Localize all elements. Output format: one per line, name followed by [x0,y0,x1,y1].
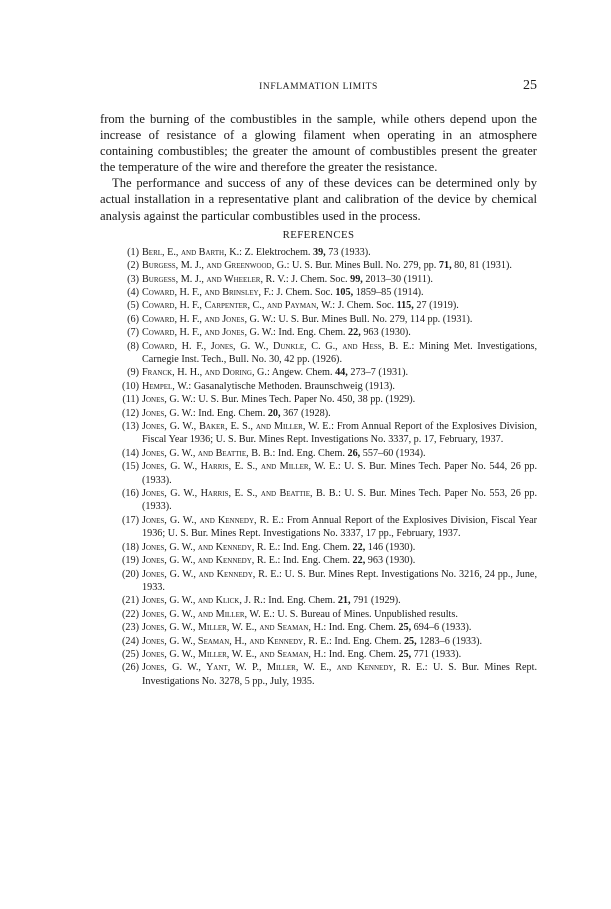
reference-item [100,407,537,420]
reference-authors: Jones, G. W., and Klick, J. R.: [142,595,266,607]
reference-number: (24) [122,635,139,647]
reference-volume: 22, [352,555,366,567]
reference-item [100,393,537,406]
reference-authors: Coward, H. F., and Brinsley, F.: [142,286,274,298]
reference-text: U. S. Bur. Mines Tech. Paper No. 450, 38 pp. (1929). [195,394,416,406]
reference-item [100,259,537,272]
reference-text: 27 (1919). [413,300,459,312]
reference-text: 963 (1930). [360,327,411,339]
reference-item [100,661,537,688]
reference-volume: 99, [350,273,363,285]
reference-text: Mining Met. Investigations, Carnegie Inst. Tech., Bull. No. 30, 42 pp. (1926). [142,340,537,365]
reference-text: 80, 81 (1931). [451,260,512,272]
reference-text: 367 (1928). [280,407,331,419]
reference-authors: Coward, H. F., and Jones, G. W.: [142,327,276,339]
reference-authors: Coward, H. F., and Jones, G. W.: [142,313,276,325]
reference-authors: Jones, G. W., and Beattie, B. B.: [142,447,276,459]
reference-number: (4) [127,286,139,298]
reference-number: (18) [122,541,139,553]
reference-volume: 39, [312,246,326,258]
reference-volume: 115, [396,300,414,312]
reference-item [100,313,537,326]
body-text [100,111,537,688]
reference-authors: Jones, G. W., and Kennedy, R. E.: [142,568,282,580]
reference-text: 963 (1930). [365,555,416,567]
reference-text: 557–60 (1934). [360,447,426,459]
reference-text: Ind. Eng. Chem. [326,648,399,660]
reference-authors: Berl, E., and Barth, K.: [142,246,242,258]
reference-text: 273–7 (1931). [347,367,409,379]
reference-number: (8) [127,340,139,352]
running-title: INFLAMMATION LIMITS [259,82,378,92]
reference-volume: 25, [398,622,412,634]
page-number: 25 [523,78,537,93]
reference-number: (13) [122,421,139,433]
reference-item [100,568,537,595]
reference-text: U. S. Bur. Mines Tech. Paper No. 544, 26 pp. (1933). [142,461,537,486]
reference-text: From Annual Report of the Explosives Division, Fiscal Year 1936; U. S. Bur. Mines Rept. Investigations No. 3337, p. 17, February, 1937. [142,421,537,446]
reference-text: U. S. Bur. Mines Rept. Investigations No. 3278, 5 pp., July, 1935. [142,662,538,687]
reference-authors: Jones, G. W., Harris, E. S., and Miller, W. E.: [142,461,341,473]
reference-item [100,366,537,379]
reference-number: (11) [122,394,139,406]
reference-item [100,594,537,607]
reference-volume: 105, [335,286,354,298]
references-heading: REFERENCES [282,228,355,241]
reference-authors: Burgess, M. J., and Wheeler, R. V.: [142,273,289,285]
reference-authors: Jones, G. W., and Kennedy, R. E.: [142,514,284,526]
reference-volume: 25, [403,635,417,647]
reference-authors: Jones, G. W., and Kennedy, R. E.: [142,541,281,553]
reference-authors: Jones, G. W.: [142,394,196,406]
reference-number: (16) [122,488,139,500]
reference-text: U. S. Bureau of Mines. Unpublished results. [274,608,458,620]
reference-authors: Jones, G. W., Seaman, H., and Kennedy, R. E.: [142,635,332,647]
reference-number: (21) [122,595,139,607]
reference-authors: Franck, H. H., and Doring, G.: [142,367,270,379]
reference-text: 791 (1929). [350,595,401,607]
reference-text: J. Chem. Soc. [335,300,397,312]
reference-text: U. S. Bur. Mines Bull. No. 279, 114 pp. (1931). [275,313,473,325]
reference-number: (25) [122,648,139,660]
reference-text: Ind. Eng. Chem. [280,555,353,567]
reference-item [100,286,537,299]
reference-text: Z. Elektrochem. [241,246,313,258]
reference-item [100,299,537,312]
reference-item [100,246,537,259]
reference-authors: Burgess, M. J., and Greenwood, G.: [142,260,290,272]
reference-item [100,326,537,339]
reference-volume: 26, [347,447,361,459]
reference-number: (1) [127,246,139,258]
reference-authors: Coward, H. F., Jones, G. W., Dunkle, C. G., and Hess, B. E.: [142,340,415,352]
reference-number: (2) [127,260,139,272]
reference-text: 73 (1933). [325,246,371,258]
reference-number: (26) [122,662,139,674]
reference-item [100,621,537,634]
reference-volume: 71, [438,260,452,272]
reference-item [100,648,537,661]
reference-number: (6) [127,313,139,325]
reference-number: (3) [127,273,139,285]
reference-item [100,514,537,541]
reference-volume: 25, [398,648,412,660]
reference-text: Ind. Eng. Chem. [195,407,268,419]
paragraph: The performance and success of any of these devices can be determined only by actual installation in a representative plant and calibration of the device by chemical analysis against the particular combustibles used in the process. [100,176,537,223]
reference-number: (17) [122,514,139,526]
reference-number: (5) [127,300,139,312]
reference-authors: Jones, G. W., Yant, W. P., Miller, W. E., and Kennedy, R. E.: [142,662,428,674]
reference-text: Ind. Eng. Chem. [275,327,349,339]
reference-authors: Jones, G. W., Harris, E. S., and Beattie, B. B.: [142,488,341,500]
reference-volume: 44, [335,367,348,379]
reference-volume: 20, [267,407,281,419]
reference-item [100,554,537,567]
reference-number: (12) [122,407,139,419]
reference-text: J. Chem. Soc. [288,273,351,285]
reference-text: Ind. Eng. Chem. [275,447,348,459]
reference-authors: Jones, G. W., Baker, E. S., and Miller, W. E.: [142,421,334,433]
reference-item [100,273,537,286]
reference-volume: 22, [348,327,361,339]
reference-text: U. S. Bur. Mines Tech. Paper No. 553, 26 pp. (1933). [142,488,537,513]
reference-text: 146 (1930). [365,541,416,553]
reference-item [100,460,537,487]
reference-number: (23) [122,622,139,634]
reference-text: Gasanalytische Methoden. Braunschweig (1913). [191,380,395,392]
reference-item [100,635,537,648]
reference-number: (15) [122,461,139,473]
reference-text: Ind. Eng. Chem. [265,595,338,607]
reference-text: Angew. Chem. [269,367,336,379]
reference-text: 694–6 (1933). [411,622,472,634]
reference-authors: Hempel, W.: [142,380,192,392]
reference-item [100,447,537,460]
reference-number: (22) [122,608,139,620]
reference-number: (19) [122,555,139,567]
reference-authors: Coward, H. F., Carpenter, C., and Payman, W.: [142,300,336,312]
reference-item [100,380,537,393]
reference-text: J. Chem. Soc. [273,286,336,298]
reference-number: (20) [122,568,139,580]
reference-item [100,608,537,621]
reference-text: U. S. Bur. Mines Rept. Investigations No. 3216, 24 pp., June, 1933. [142,568,537,593]
reference-number: (14) [122,447,139,459]
reference-authors: Jones, G. W.: [142,407,196,419]
reference-text: Ind. Eng. Chem. [280,541,353,553]
reference-text: Ind. Eng. Chem. [331,635,404,647]
reference-number: (7) [127,327,139,339]
reference-volume: 21, [337,595,351,607]
reference-text: From Annual Report of the Explosives Division, Fiscal Year 1936; U. S. Bur. Mines Rept. Investigations No. 3337, 17 pp., February, 1937. [142,514,537,540]
reference-text: 1283–6 (1933). [416,635,483,647]
reference-text: 771 (1933). [411,648,462,660]
reference-item [100,340,537,367]
reference-text: 1859–85 (1914). [353,286,424,298]
reference-text: Ind. Eng. Chem. [326,622,399,634]
reference-text: U. S. Bur. Mines Bull. No. 279, pp. [289,260,439,272]
reference-number: (9) [127,367,139,379]
paragraph: from the burning of the combustibles in the sample, while others depend upon the increase of resistance of a glowing filament when operating in an atmosphere containing combustibles; the greater the amount of combustibles present the greater the temperature of the wire and therefore the greater the resistance. [100,112,537,175]
reference-item [100,420,537,447]
reference-authors: Jones, G. W., and Miller, W. E.: [142,608,275,620]
reference-authors: Jones, G. W., Miller, W. E., and Seaman, H.: [142,648,327,660]
reference-text: 2013–30 (1911). [362,273,433,285]
reference-list [100,246,537,688]
reference-volume: 22, [352,541,366,553]
reference-item [100,541,537,554]
page-header [100,78,537,98]
reference-authors: Jones, G. W., and Kennedy, R. E.: [142,555,281,567]
document-page [100,78,537,688]
reference-number: (10) [122,380,139,392]
reference-item [100,487,537,514]
reference-authors: Jones, G. W., Miller, W. E., and Seaman, H.: [142,622,327,634]
